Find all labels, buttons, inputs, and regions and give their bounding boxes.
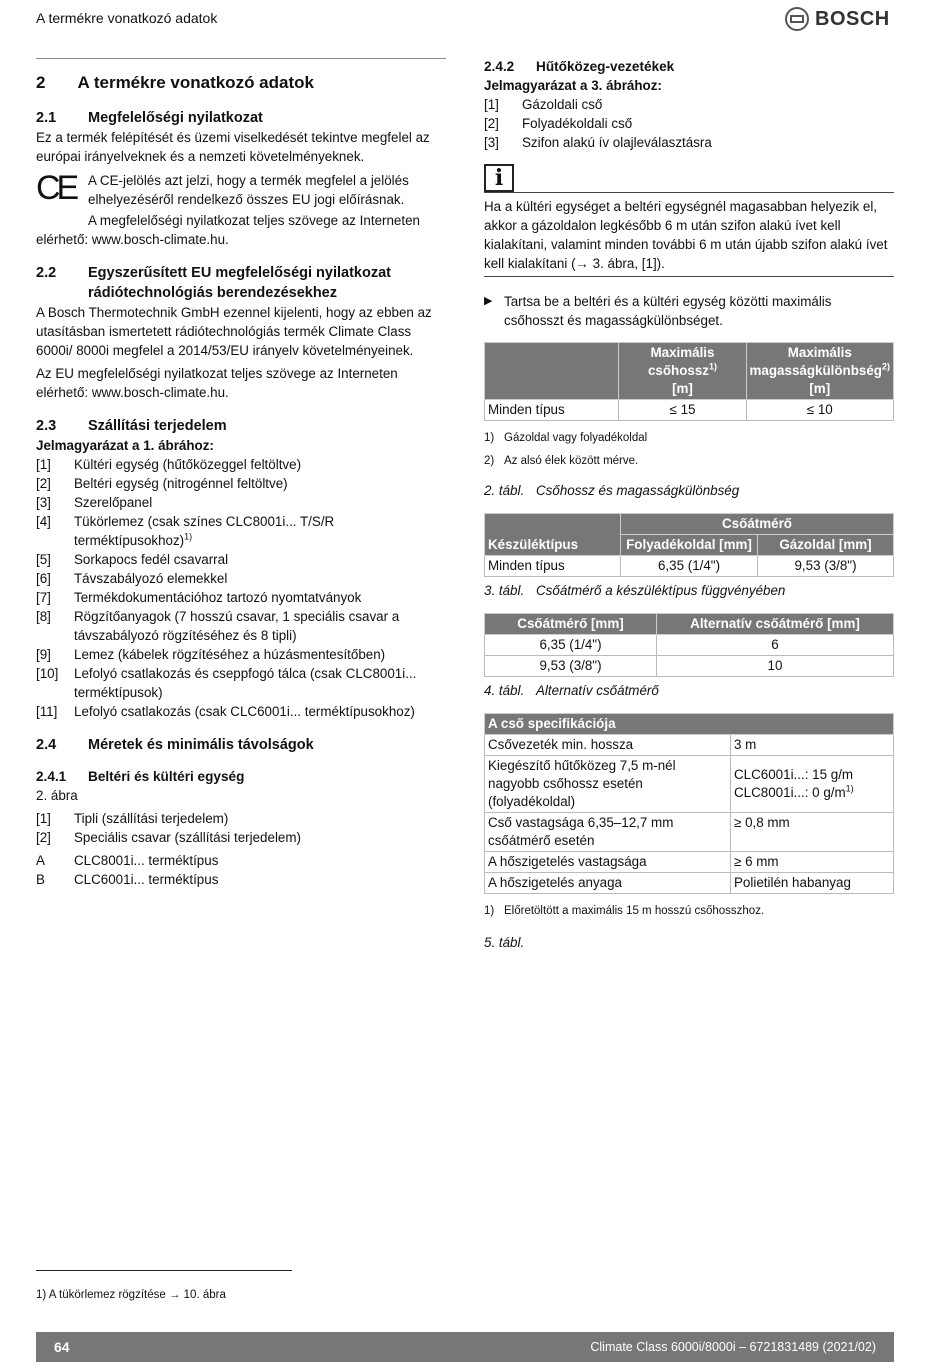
table-row [485, 556, 894, 577]
table-footnote: 2) Az alsó élek között mérve. [484, 455, 639, 467]
table-header-cell: Alternatív csőátmérő [mm] [657, 614, 894, 635]
section-2-2-heading: 2.2 Egyszerűsített EU megfelelőségi nyilatkozat rádiótechnológiás berendezésekhez [36, 265, 391, 301]
table-row: Csővezeték min. hossza 3 m [485, 735, 894, 756]
instruction-bullet: ▶ Tartsa be a beltéri és a kültéri egység közötti maximális csőhosszt és magasságkülönbséget. [484, 294, 832, 328]
list-item: [2] Beltéri egység (nitrogénnel feltöltve) [36, 476, 288, 491]
list-item: [11] Lefolyó csatlakozás (csak CLC6001i... terméktípusokhoz) [36, 704, 415, 719]
table-footnote: 1) Előretöltött a maximális 15 m hosszú csőhosszhoz. [484, 905, 765, 917]
table-row [485, 656, 894, 677]
list-item: [7] Termékdokumentációhoz tartozó nyomtatványok [36, 590, 362, 605]
paragraph: Az EU megfelelőségi nyilatkozat teljes szövege az Interneten elérhető: www.bosch-climate.hu. [36, 366, 398, 400]
table-cell: 9,53 (3/8") [758, 556, 894, 577]
list-item: [5] Sorkapocs fedél csavarral [36, 552, 229, 567]
table-cell: 6 [657, 635, 894, 656]
table-alt-diameter [484, 613, 894, 677]
table-cell: 6,35 (1/4") [621, 556, 758, 577]
running-header: A termékre vonatkozó adatok [36, 10, 218, 26]
legend-title: Jelmagyarázat a 1. ábrához: [36, 438, 214, 453]
list-item: B CLC6001i... terméktípus [36, 872, 219, 887]
dimension-legend-list [36, 809, 446, 847]
list-item: A CLC8001i... terméktípus [36, 853, 219, 868]
table-header-cell: Gázoldal [mm] [758, 535, 894, 556]
document-id: Climate Class 6000i/8000i – 6721831489 (2021/02) [590, 1339, 876, 1354]
chapter-heading: 2 A termékre vonatkozó adatok [36, 73, 314, 92]
ce-text: A CE-jelölés azt jelzi, hogy a termék megfelel a jelölés elhelyezéséről rendelkező összes EU jogi előírásnak. [88, 173, 409, 207]
figure-ref: 2. ábra [36, 788, 78, 803]
list-item: [1] Gázoldali cső [484, 97, 603, 112]
list-item: [8] Rögzítőanyagok (7 hosszú csavar, 1 speciális csavar a távszabályozó rögzítéséhez és 8 tipli) [36, 609, 400, 643]
brand-name: BOSCH [815, 7, 890, 30]
table-row: A hőszigetelés anyaga Polietilén habanyag [485, 873, 894, 894]
page-number: 64 [54, 1338, 70, 1355]
table-header-cell: Maximális csőhossz$^{1)}$ [m] [619, 343, 746, 400]
table-caption: 2. tábl. Csőhossz és magasságkülönbség [484, 483, 740, 498]
section-2-3-heading: 2.3 Szállítási terjedelem [36, 418, 227, 434]
table-row [485, 635, 894, 656]
table-row: Kiegészítő hűtőközeg 7,5 m-nél nagyobb csőhossz esetén (folyadékoldal) CLC6001i...: 15 g/m CLC8001i...: 0 $g/m^{1)}$ [485, 756, 894, 813]
table-caption: 4. tábl. Alternatív csőátmérő [484, 683, 659, 698]
table-header-cell: Maximális magasságkülönbség$^{2)}$ [m] [746, 343, 893, 400]
list-item: [3] Szerelőpanel [36, 495, 153, 510]
bosch-armature-icon [785, 7, 809, 31]
info-box [484, 164, 894, 277]
table-caption: 5. tábl. [484, 935, 525, 950]
type-list [36, 851, 446, 889]
table-cell: 6,35 (1/4") [485, 635, 657, 656]
list-item: [3] Szifon alakú ív olajleválasztásra [484, 135, 712, 150]
arrow-bullet-icon: ▶ [484, 295, 493, 307]
list-item: [9] Lemez (kábelek rögzítéséhez a húzásmentesítőben) [36, 647, 386, 662]
table-cell: ≤ 15 [619, 400, 746, 421]
list-item: [1] Kültéri egység (hűtőközeggel feltöltve) [36, 457, 302, 472]
table-footnote: 1) Gázoldal vagy folyadékoldal [484, 432, 648, 444]
table-cell: 9,53 (3/8") [485, 656, 657, 677]
left-column [36, 58, 446, 889]
info-text: Ha a kültéri egységet a beltéri egységnél magasabban helyezik el, akkor a gázoldalon legkésőbb 6 m után szifon alakú ívet kell kialakítani, valamint minden további 6 m után újabb szifon alakú ívet kell kialakítani (→ 3. ábra, [1]). [484, 199, 888, 271]
table-header-cell: Készüléktípus [485, 514, 621, 556]
page-footnote: 1) A tükörlemez rögzítése → 10. ábra [36, 1289, 226, 1301]
paragraph: A Bosch Thermotechnik GmbH ezennel kijelenti, hogy az ebben az utasításban ismertetett rádiótechnológiás termék Climate Class 6000i/ 8000i megfelel a 2014/53/EU irányelv követelményeinek. [36, 305, 432, 358]
list-item: [6] Távszabályozó elemekkel [36, 571, 228, 586]
table-cell: Minden típus [485, 556, 621, 577]
bosch-logo [785, 7, 890, 31]
table-row [485, 400, 894, 421]
table-pipe-spec [484, 713, 894, 894]
paragraph: A megfelelőségi nyilatkozat teljes szövege az Interneten elérhető: www.bosch-climate.hu. [36, 213, 420, 247]
info-icon: i [484, 164, 514, 192]
table-pipe-diameter [484, 513, 894, 577]
footnote-divider [36, 1270, 292, 1271]
table-cell: Minden típus [485, 400, 619, 421]
delivery-list [36, 455, 446, 721]
table-cell: ≤ 10 [746, 400, 893, 421]
table-row: Cső vastagsága 6,35–12,7 mm csőátmérő esetén ≥ 0,8 mm [485, 813, 894, 852]
table-header-cell: Csőátmérő [621, 514, 894, 535]
ce-block [36, 171, 446, 209]
table-header-cell: Folyadékoldal [mm] [621, 535, 758, 556]
list-item: [1] Tipli (szállítási terjedelem) [36, 811, 229, 826]
section-2-4-2-heading: 2.4.2 Hűtőközeg-vezetékek [484, 59, 675, 74]
table-cell: 10 [657, 656, 894, 677]
list-item: [2] Folyadékoldali cső [484, 116, 633, 131]
list-item: [4] Tükörlemez (csak színes CLC8001i... T/S/R terméktípusokhoz)$^{1)}$ [36, 514, 335, 548]
table-caption: 3. tábl. Csőátmérő a készüléktípus függvényében [484, 583, 786, 598]
section-2-4-1-heading: 2.4.1 Beltéri és kültéri egység [36, 769, 245, 784]
list-item: [2] Speciális csavar (szállítási terjedelem) [36, 830, 301, 845]
ce-mark-icon: CE [36, 169, 76, 207]
legend-title: Jelmagyarázat a 3. ábrához: [484, 78, 662, 93]
section-2-4-heading: 2.4 Méretek és minimális távolságok [36, 737, 314, 753]
table-pipe-length [484, 342, 894, 421]
page-footer [36, 1332, 894, 1362]
right-column [484, 58, 894, 952]
table-header-cell: Csőátmérő [mm] [485, 614, 657, 635]
pipe-legend-list [484, 95, 894, 152]
paragraph: Ez a termék felépítését és üzemi viselkedését tekintve megfelel az európai irányelveknek és a nemzeti követelményeknek. [36, 130, 430, 164]
table-row: A hőszigetelés vastagsága ≥ 6 mm [485, 852, 894, 873]
section-2-1-heading: 2.1 Megfelelőségi nyilatkozat [36, 110, 263, 126]
list-item: [10] Lefolyó csatlakozás és cseppfogó tálca (csak CLC8001i... terméktípusok) [36, 666, 417, 700]
table-header-cell: A cső specifikációja [485, 714, 894, 735]
